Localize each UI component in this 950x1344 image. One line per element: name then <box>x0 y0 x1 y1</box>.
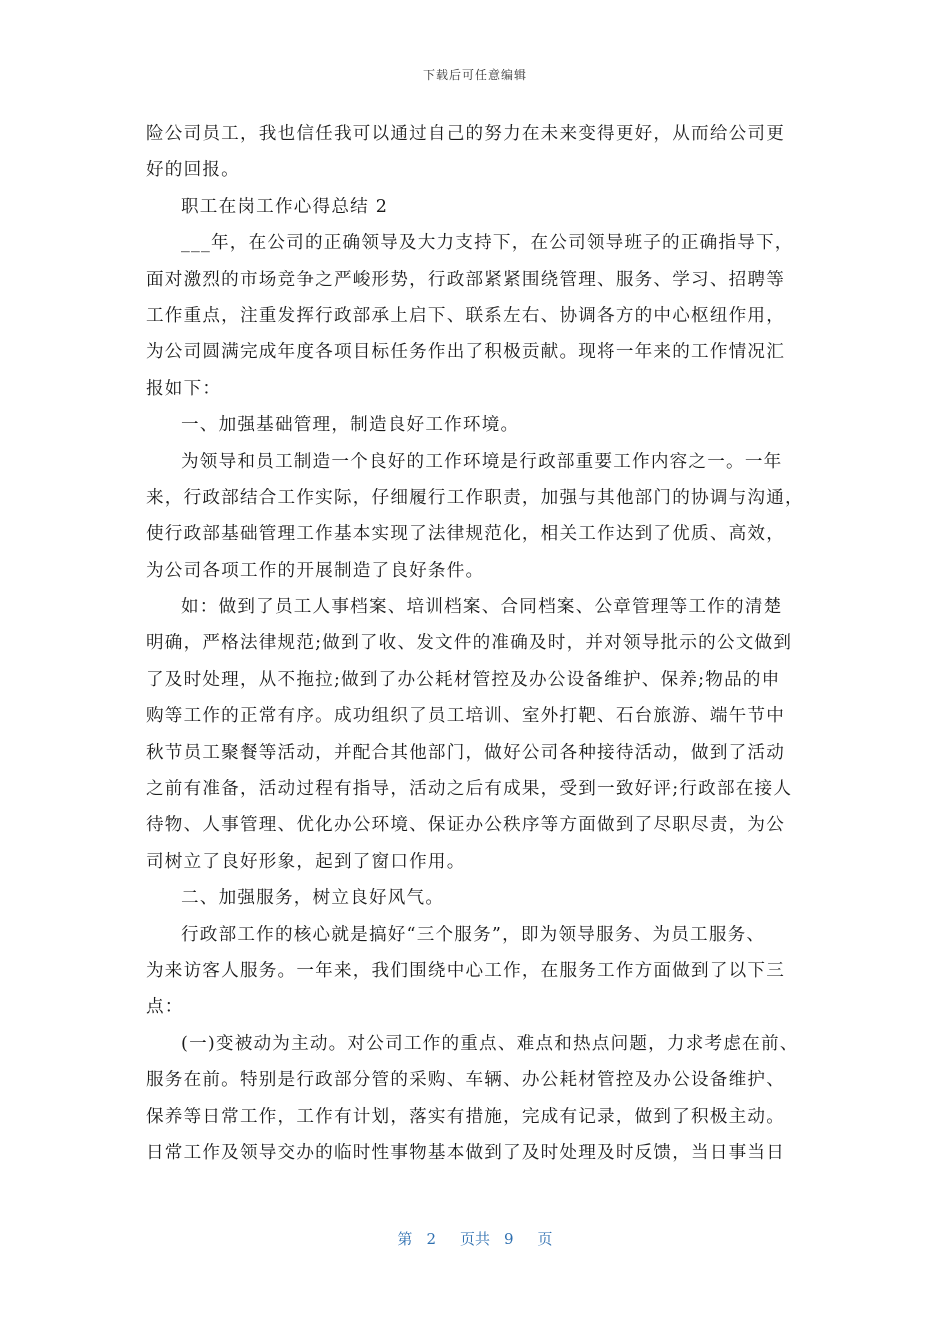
footer-current-page: 2 <box>426 1230 436 1248</box>
text-line: 保养等日常工作，工作有计划，落实有措施，完成有记录，做到了积极主动。 <box>146 1106 785 1127</box>
text-line: 为公司各项工作的开展制造了良好条件。 <box>146 560 485 581</box>
page-footer <box>0 1228 950 1249</box>
text-line: 了及时处理，从不拖拉;做到了办公耗材管控及办公设备维护、保养;物品的申 <box>146 669 781 690</box>
text-line: 使行政部基础管理工作基本实现了法律规范化，相关工作达到了优质、高效， <box>146 524 785 545</box>
text-line: (一)变被动为主动。对公司工作的重点、难点和热点问题，力求考虑在前、 <box>181 1033 799 1054</box>
text-line: ___年，在公司的正确领导及大力支持下，在公司领导班子的正确指导下， <box>181 233 794 254</box>
text-line: 待物、人事管理、优化办公环境、保证办公秩序等方面做到了尽职尽责，为公 <box>146 815 785 836</box>
text-line: 行政部工作的核心就是搞好“三个服务”，即为领导服务、为员工服务、 <box>181 924 766 945</box>
text-line: 司树立了良好形象，起到了窗口作用。 <box>146 851 466 872</box>
text-line: 报如下： <box>146 378 222 399</box>
text-line: 面对激烈的市场竞争之严峻形势，行政部紧紧围绕管理、服务、学习、招聘等 <box>146 269 785 290</box>
footer-suffix: 页 <box>537 1230 553 1248</box>
text-line: 险公司员工，我也信任我可以通过自己的努力在未来变得更好，从而给公司更 <box>146 124 785 144</box>
text-line: 服务在前。特别是行政部分管的采购、车辆、办公耗材管控及办公设备维护、 <box>146 1070 785 1091</box>
text-line: 点： <box>146 997 184 1018</box>
text-line: 为公司圆满完成年度各项目标任务作出了积极贡献。现将一年来的工作情况汇 <box>146 342 785 363</box>
footer-prefix: 第 <box>397 1230 413 1248</box>
text-line: 工作重点，注重发挥行政部承上启下、联系左右、协调各方的中心枢纽作用， <box>146 305 785 326</box>
text-line: 秋节员工聚餐等活动，并配合其他部门，做好公司各种接待活动，做到了活动 <box>146 742 785 763</box>
page-header: 下载后可任意编辑 <box>422 68 527 82</box>
text-line: 好的回报。 <box>146 160 240 181</box>
text-line: 职工在岗工作心得总结 2 <box>181 196 389 217</box>
text-line: 日常工作及领导交办的临时性事物基本做到了及时处理及时反馈，当日事当日 <box>146 1142 785 1163</box>
document-body <box>146 116 806 1171</box>
footer-middle: 页共 <box>459 1230 490 1248</box>
text-line: 一、加强基础管理，制造良好工作环境。 <box>181 415 520 436</box>
text-line: 之前有准备，活动过程有指导，活动之后有成果，受到一致好评;行政部在接人 <box>146 779 793 800</box>
text-line: 明确，严格法律规范;做到了收、发文件的准确及时，并对领导批示的公文做到 <box>146 633 793 654</box>
footer-total-pages: 9 <box>504 1230 514 1248</box>
text-line: 购等工作的正常有序。成功组织了员工培训、室外打靶、石台旅游、端午节中 <box>146 706 785 727</box>
text-line: 为领导和员工制造一个良好的工作环境是行政部重要工作内容之一。一年 <box>181 451 783 472</box>
text-line: 来，行政部结合工作实际，仔细履行工作职责，加强与其他部门的协调与沟通， <box>146 487 804 508</box>
text-line: 二、加强服务，树立良好风气。 <box>181 888 445 909</box>
text-line: 为来访客人服务。一年来，我们围绕中心工作，在服务工作方面做到了以下三 <box>146 960 785 981</box>
text-line: 如：做到了员工人事档案、培训档案、合同档案、公章管理等工作的清楚 <box>181 597 783 618</box>
